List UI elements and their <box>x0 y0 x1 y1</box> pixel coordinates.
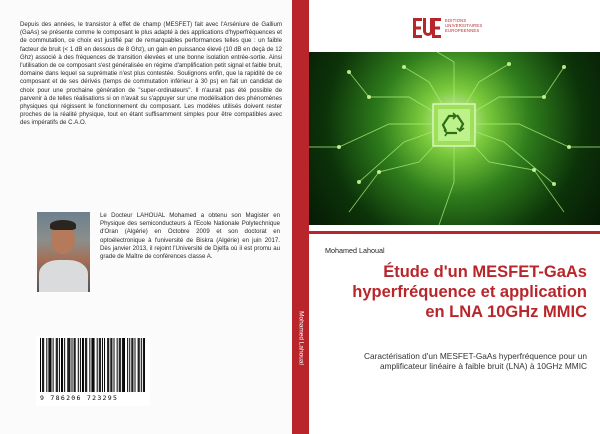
back-cover <box>0 0 292 434</box>
divider-line <box>309 231 600 234</box>
author-photo <box>37 212 90 292</box>
front-cover <box>309 0 600 434</box>
cover-image <box>309 52 600 225</box>
isbn-digits: 9 786206 723295 <box>40 394 119 402</box>
eue-logo-icon <box>413 16 441 40</box>
spine-label <box>292 0 309 434</box>
author-bio: Le Docteur LAHOUAL Mohamed a obtenu son Magister en Physique des semiconducteurs à l'Ecole Nationale Polytechnique d'Oran (Algérie) en Octobre 2009 et son doctorat en optoélectronique à l'université de Biskra (Algérie) en juin 2017. Dès janvier 2013, il rejoint l'Université de Djelfa où il est promu au grade de Maître de conférences classe A. <box>100 212 280 261</box>
book-subtitle: Caractérisation d'un MESFET-GaAs hyperfréquence pour un amplificateur linéaire à faible bruit (LNA) à 10GHz MMIC <box>364 351 587 371</box>
spine-author: Mohamed Lahoual <box>297 311 304 365</box>
barcode <box>36 336 150 406</box>
front-author: Mohamed Lahoual <box>325 246 385 255</box>
barcode-icon <box>40 338 146 392</box>
back-cover-description: Depuis des années, le transistor à effet de champ (MESFET) fait avec l'Arséniure de Gallium (GaAs) se présente comme le composant le plus adapté à des applications d'hyperfréquences et de commutation, ce choix est justifié par de remarquables performances telles que : un faible facteur de bruit (< 1 dB en dessous de 8 Ghz), un gain en puissance élevé (10 dB en deçà de 12 Ghz) associé à des fréquences de transition élevées et une bonne isolation entrée-sortie. Ainsi l'utilisation de ce composant s'est généralisée en régime d'amplification petit signal et faible bruit, domaine dans lequel sa suprématie n'est plus contestée. Soulignons enfin, que la rapidité de ce composant et de ses dérivés (temps de commutation inférieur à 30 ps) en fait un candidat de choix pour une prochaine génération de "super-ordinateurs". Il n'aurait pas été possible de parvenir à de telles réalisations si on n'avait su s'appuyer sur une modélisation des phénomènes physiques qui régissent le fonctionnement du composant. Les modèles utilisés doivent rester proches de la réalité physique, tout en étant suffisamment simples pour être compatibles avec des impératifs de C.A.O. <box>20 21 282 127</box>
publisher-name: EDITIONS UNIVERSITAIRES EUROPEENNES <box>445 18 483 33</box>
book-title: Étude d'un MESFET-GaAs hyperfréquence et application en LNA 10GHz MMIC <box>352 263 587 321</box>
